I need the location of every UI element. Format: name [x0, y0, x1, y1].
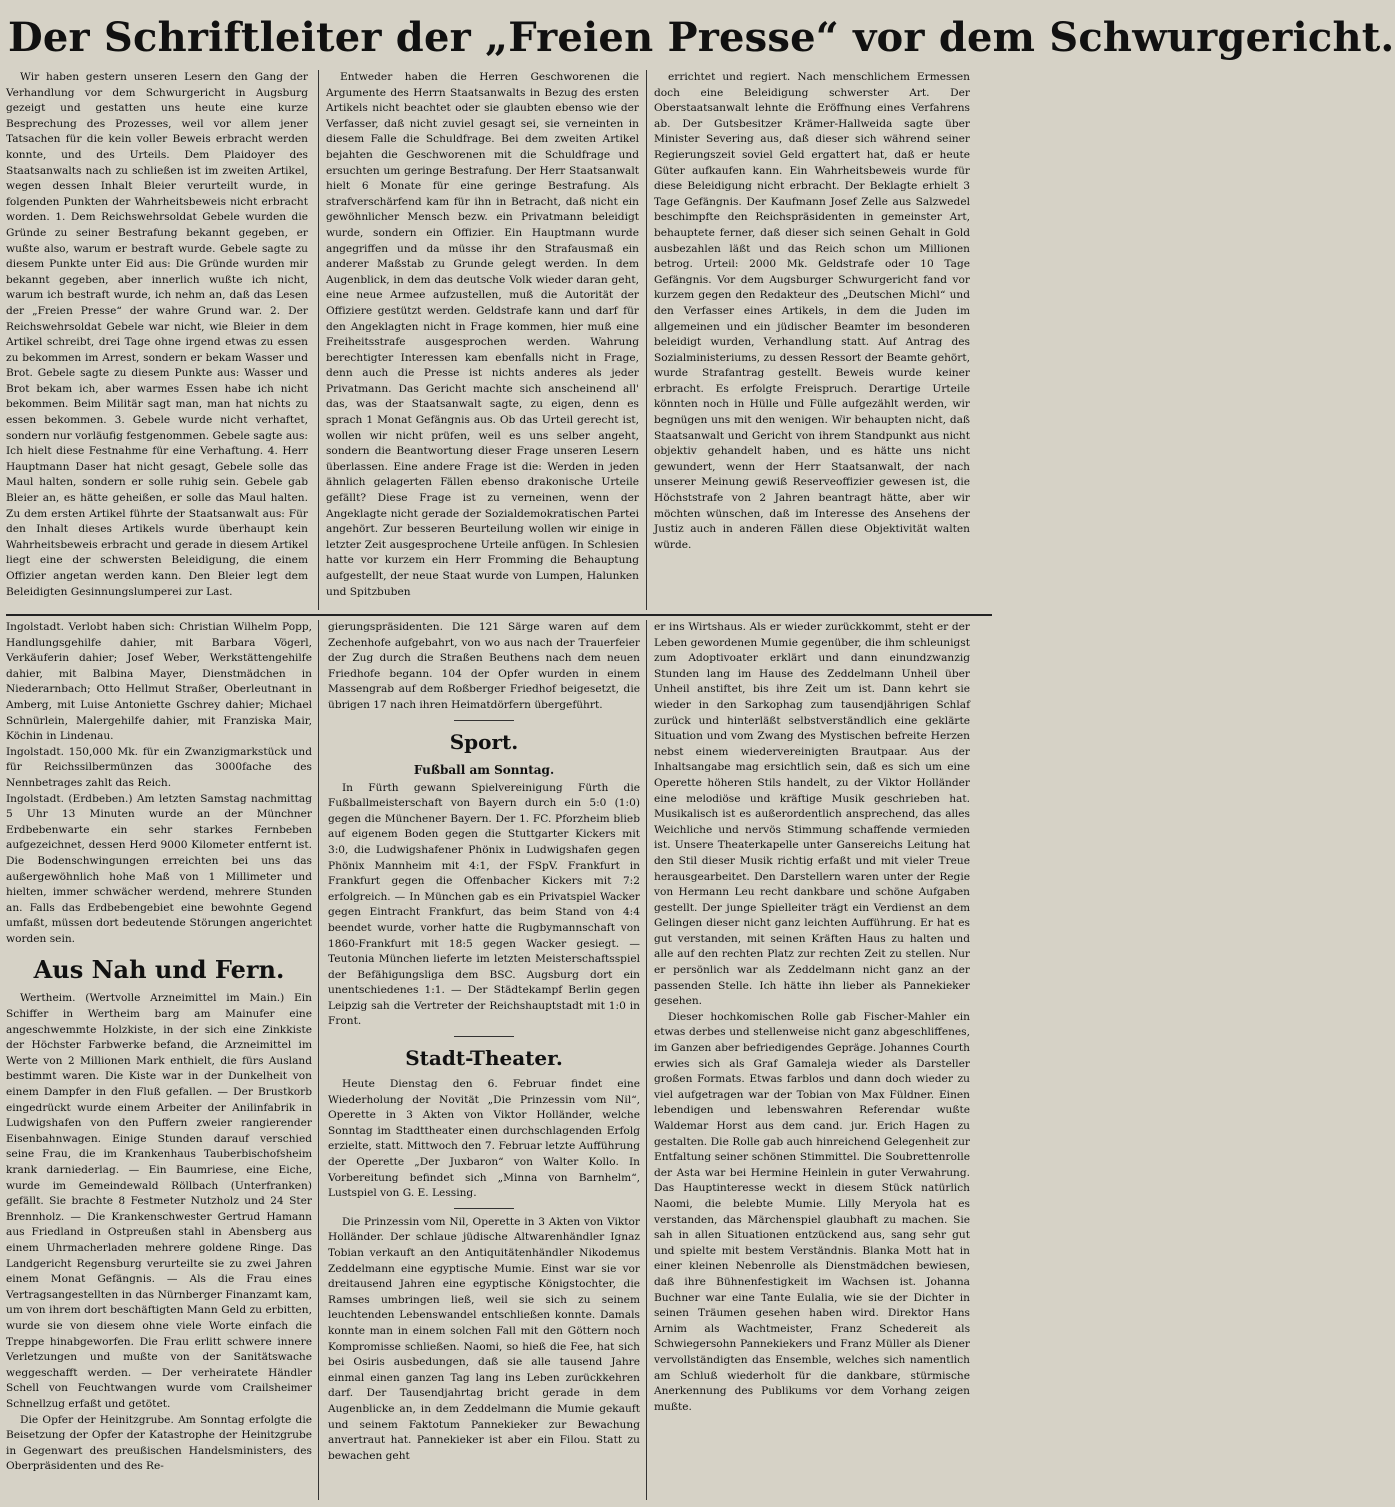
divider — [454, 1036, 514, 1037]
column-divider — [318, 70, 319, 610]
article-text: errichtet und regiert. Nach menschlichem Ermessen doch eine Beleidigung schwerster Art. Der Oberstaatsanwalt lehnte die Eröffnung eines Verfahrens ab. Der Gutsbesitzer Krämer-Hallweida sagte über Minister Severing aus, daß dieser sich während seiner Regierungszeit soviel Geld ergattert hat, daß er heute Güter aufkaufen kann. Ein Wahrheitsbeweis wurde für diese Beleidigung nicht erbracht. Der Beklagte erhielt 3 Tage Gefängnis. Der Kaufmann Josef Zelle aus Salzwedel beschimpfte den Reichspräsidenten in gemeinster Art, behauptete ferner, daß dieser sich seinen Gehalt in Gold ausbezahlen läßt und das Reich schon um Millionen betrog. Urteil: 2000 Mk. Geldstrafe oder 10 Tage Gefängnis. Vor dem Augsburger Schwurgericht fand vor kurzem gegen den Redakteur des „Deutschen Michl“ und den Verfasser eines Artikels, in dem die Juden im allgemeinen und ein jüdischer Beamter im besonderen beleidigt wurden, Verhandlung statt. Auf Antrag des Sozialministeriums, zu dessen Ressort der Beamte gehört, wurde Strafantrag gestellt. Beweis wurde keiner erbracht. Es erfolgte Freispruch. Derartige Urteile könnten noch in Hülle und Fülle aufgezählt werden, wir begnügen uns mit den wenigen. Wir behaupten nicht, daß Staatsanwalt und Gericht von ihrem Standpunkt aus nicht objektiv gehandelt haben, und es hätte uns nicht gewundert, wenn der Herr Staatsanwalt, der nach unserer Meinung gewiß Reserveoffizier gewesen ist, die Höchststrafe von 2 Jahren beantragt hätte, aber wir möchten wünschen, daß im Interesse des Ansehens der Justiz auch in anderen Fällen diese Objektivität walten würde. — [654, 71, 970, 551]
column-divider — [318, 620, 319, 1500]
column-divider — [646, 70, 647, 610]
news-continuation: gierungspräsidenten. Die 121 Särge waren auf dem Zechenhofe aufgebahrt, von wo aus nach der Trauerfeier der Zug durch die Straßen Beuthens nach dem neuen Friedhofe begann. 104 der Opfer wurden in einem Massengrab auf dem Roßberger Friedhof beigesetzt, die übrigen 17 nach ihren Heimatdörfern übergeführt. — [328, 621, 640, 711]
news-item: Die Opfer der Heinitzgrube. Am Sonntag erfolgte die Beisetzung der Opfer der Katastrophe der Heinitzgrube in Gegenwart des preußischen Handelsministers, des Oberpräsidenten und des Re- — [6, 1413, 312, 1473]
theater-text: Heute Dienstag den 6. Februar findet eine Wiederholung der Novität „Die Prinzessin vom Nil“, Operette in 3 Akten von Viktor Holländer, welche Sonntag im Stadttheater einen durchschlagenden Erfolg erzielte, statt. Mittwoch den 7. Februar letzte Aufführung der Operette „Der Juxbaron“ von Walter Kollo. In Vorbereitung befindet sich „Minna von Barnhelm“, Lustspiel von G. E. Lessing. — [328, 1078, 640, 1200]
divider — [454, 720, 514, 721]
section-title-theater: Stadt-Theater. — [405, 1046, 563, 1071]
top-column-3 — [654, 70, 970, 610]
local-news-item: Ingolstadt. (Erdbeben.) Am letzten Samstag nachmittag 5 Uhr 13 Minuten wurde an der Münchner Erdbebenwarte ein sehr starkes Fernbeben aufgezeichnet, dessen Herd 9000 Kilometer entfernt ist. Die Bodenschwingungen erreichten bei uns das außergewöhnlich hohe Maß von 1 Millimeter und hielten, immer schwächer werdend, mehrere Stunden an. Falls das Erdbebengebiet eine bewohnte Gegend umfaßt, müssen dort bedeutende Störungen angerichtet worden sein. — [6, 792, 312, 945]
subheading: Fußball am Sonntag. — [413, 762, 555, 777]
local-news-item: Ingolstadt. Verlobt haben sich: Christian Wilhelm Popp, Handlungsgehilfe dahier, mit Barbara Vögerl, Verkäuferin dahier; Josef Weber, Werkstättengehilfe dahier, mit Balbina Mayer, Dienstmädchen in Niederarnbach; Otto Hellmut Straßer, Oberleutnant in Amberg, mit Luise Antoniette Gschrey dahier; Michael Schnürlein, Malergehilfe dahier, mit Franziska Mair, Köchin in Lindenau. — [6, 621, 312, 743]
column-divider — [646, 620, 647, 1500]
article-text: Wir haben gestern unseren Lesern den Gang der Verhandlung vor dem Schwurgericht in Augsburg gezeigt und gestatten uns heute eine kurze Besprechung des Prozesses, weil vor allem jener Tatsachen für die kein voller Beweis erbracht werden konnte, und des Urteils. Dem Plaidoyer des Staatsanwalts nach zu schließen ist im zweiten Artikel, wegen dessen Inhalt Bleier verurteilt wurde, in folgenden Punkten der Wahrheitsbeweis nicht erbracht worden. 1. Dem Reichswehrsoldat Gebele wurden die Gründe zu seiner Bestrafung bekannt gegeben, er wußte also, warum er bestraft wurde. Gebele sagte zu diesem Punkte unter Eid aus: Die Gründe wurden mir bekannt gegeben, aber innerlich wußte ich nicht, warum ich bestraft wurde, ich nehm an, daß das Lesen der „Freien Presse“ der wahre Grund war. 2. Der Reichswehrsoldat Gebele war nicht, wie Bleier in dem Artikel schreibt, drei Tage ohne irgend etwas zu essen zu bekommen im Arrest, sondern er bekam Wasser und Brot. Gebele sagte zu diesem Punkte aus: Wasser und Brot bekam ich, aber warmes Essen habe ich nicht bekommen. Beim Militär sagt man, man hat nichts zu essen bekommen. 3. Gebele wurde nicht verhaftet, sondern nur vorläufig festgenommen. Gebele sagte aus: Ich hielt diese Festnahme für eine Verhaftung. 4. Herr Hauptmann Daser hat nicht gesagt, Gebele solle das Maul halten, sondern er solle ruhig sein. Gebele gab Bleier an, es hätte geheißen, er solle das Maul halten. Zu dem ersten Artikel führte der Staatsanwalt aus: Für den Inhalt dieses Artikels wurde überhaupt kein Wahrheitsbeweis erbracht und gerade in diesem Artikel liegt eine der schwersten Beleidigung, die einem Offizier angetan werden kann. Den Bleier legt dem Beleidigten Gesinnungslumperei zur Last. — [6, 71, 308, 598]
review-text: Die Prinzessin vom Nil, Operette in 3 Akten von Viktor Holländer. Der schlaue jüdische Altwarenhändler Ignaz Tobian verkauft an den Antiquitätenhändler Nikodemus Zeddelmann eine egyptische Mumie. Einst war sie vor dreitausend Jahren eine egyptische Königstochter, die Ramses umbringen ließ, weil sie sich zu seinem leuchtenden Lebenswandel entschließen konnte. Damals konnte man in einem solchen Fall mit den Göttern noch Kompromisse schließen. Naomi, so hieß die Fee, hat sich bei Osiris ausbedungen, daß sie alle tausend Jahre einmal einen ganzen Tag lang ins Leben zurückkehren darf. Der Tausendjahrtag bricht gerade in dem Augenblicke an, in dem Zeddelmann die Mumie gekauft und seinem Faktotum Pannekieker zur Bewachung anvertraut hat. Pannekieker ist aber ein Filou. Statt zu bewachen geht — [328, 1215, 640, 1462]
bottom-column-3 — [654, 620, 970, 1500]
bottom-column-1 — [6, 620, 312, 1500]
top-column-1 — [6, 70, 308, 610]
divider — [454, 1208, 514, 1209]
review-text: Dieser hochkomischen Rolle gab Fischer-Mahler ein etwas derbes und stellenweise nicht ganz abgeschliffenes, im Ganzen aber befriedigendes Gepräge. Johannes Courth erwies sich als Graf Gamaleja wieder als Darsteller großen Formats. Etwas farblos und dann doch wieder zu viel aufgetragen war der Tobian von Max Füldner. Einen lebendigen und lebenswahren Referendar wußte Waldemar Horst aus dem cand. jur. Erich Hagen zu gestalten. Die Rolle gab auch hinreichend Gelegenheit zur Entfaltung seiner schönen Stimmittel. Die Soubrettenrolle der Asta war bei Hermine Heinlein in guter Verwahrung. Das Hauptinteresse weckt in diesem Stück natürlich Naomi, die belebte Mumie. Lilly Meryola hat es verstanden, das Märchenspiel glaubhaft zu machen. Sie sah in allen Situationen entzückend aus, sang sehr gut und spielte mit bestem Verständnis. Blanka Mott hat in einer kleinen Nebenrolle als Dienstmädchen bewiesen, daß ihre Bühnenfestigkeit im Wachsen ist. Johanna Buchner war eine Tante Eulalia, wie sie der Dichter in seinen Träumen gesehen haben wird. Direktor Hans Arnim als Wachtmeister, Franz Schedereit als Schwiegersohn Pannekiekers und Franz Müller als Diener vervollständigten das Ensemble, welches sich namentlich am Schluß wiederholt für die dankbare, stürmische Anerkennung des Publikums vor dem Vorhang zeigen mußte. — [654, 1010, 970, 1413]
top-column-2 — [326, 70, 639, 610]
news-item: Wertheim. (Wertvolle Arzneimittel im Main.) Ein Schiffer in Wertheim barg am Mainufer eine angeschwemmte Holzkiste, in der sich eine Zinkkiste der Höchster Farbwerke befand, die Arzneimittel im Werte von 2 Millionen Mark enthielt, die fürs Ausland bestimmt waren. Die Kiste war in der Dunkelheit von einem Dampfer in den Fluß gefallen. — Der Brustkorb eingedrückt wurde einem Arbeiter der Anilinfabrik in Ludwigshafen von den Puffern zweier rangierender Eisenbahnwagen. Einige Stunden darauf verschied seine Frau, die im Krankenhaus Tauberbischofsheim krank darniederlag. — Ein Baumriese, eine Eiche, wurde im Gemeindewald Röllbach (Unterfranken) gefällt. Sie brachte 8 Festmeter Nutzholz und 24 Ster Brennholz. — Die Krankenschwester Gertrud Hamann aus Friedland in Ostpreußen stahl in Abensberg aus einem Uhrmacherladen mehrere goldene Ringe. Das Landgericht Regensburg verurteilte sie zu zwei Jahren einem Monat Gefängnis. — Als die Frau eines Vertragsangestellten in das Nürnberger Finanzamt kam, um von ihrem dort beschäftigten Mann Geld zu erbitten, wurde sie von diesem ohne viele Worte einfach die Treppe hinabgeworfen. Die Frau erlitt schwere innere Verletzungen und mußte von der Sanitätswache weggeschafft werden. — Der verheiratete Händler Schell von Feuchtwangen wurde vom Crailsheimer Schnellzug erfaßt und getötet. — [6, 992, 312, 1410]
section-title-sport: Sport. — [449, 729, 519, 754]
headline: Der Schriftleiter der „Freien Presse“ vor dem Schwurgericht. — [8, 14, 1395, 61]
section-divider — [6, 614, 992, 616]
sport-text: In Fürth gewann Spielvereinigung Fürth die Fußballmeisterschaft von Bayern durch ein 5:0 (1:0) gegen die Münchener Bayern. Der 1. FC. Pforzheim blieb auf eigenem Boden gegen die Stuttgarter Kickers mit 3:0, die Ludwigshafener Phönix in Ludwigshafen gegen Phönix Mannheim mit 4:1, der FSpV. Frankfurt in Frankfurt gegen die Offenbacher Kickers mit 7:2 erfolgreich. — In München gab es ein Privatspiel Wacker gegen Eintracht Frankfurt, das beim Stand von 4:4 beendet wurde, vorher hatte die Rugbymannschaft von 1860-Frankfurt mit 18:5 gegen Wacker gesiegt. — Teutonia München lieferte im letzten Meisterschaftsspiel der Befähigungsliga dem BSC. Augsburg dort ein unentschiedenes 1:1. — Der Städtekampf Berlin gegen Leipzig sah die Vertreter der Reichshauptstadt mit 1:0 in Front. — [328, 781, 640, 1028]
review-text: er ins Wirtshaus. Als er wieder zurückkommt, steht er der Leben gewordenen Mumie gegenüber, die ihm schleunigst zum Adoptivoater erklärt und dann einundzwanzig Stunden lang im Hause des Zeddelmann Unheil über Unheil anstiftet, bis ihre Zeit um ist. Dann kehrt sie wieder in den Sarkophag zum tausendjährigen Schlaf zurück und hinterläßt selbstverständlich eine geklärte Situation und vom Zwang des Mystischen befreite Herzen nebst einem wiedervereinigten Brautpaar. Aus der Inhaltsangabe mag ersichtlich sein, daß es sich um eine Operette höheren Stils handelt, zu der Viktor Holländer eine melodiöse und kräftige Musik geschrieben hat. Musikalisch ist es außerordentlich ansprechend, das alles Weichliche und nervös Stimmung schaffende vermieden ist. Unsere Theaterkapelle unter Gansereichs Leitung hat den Stil dieser Musik richtig erfaßt und mit vieler Treue herausgearbeitet. Den Darstellern waren unter der Regie von Hermann Leu recht dankbare und schöne Aufgaben gestellt. Der junge Spielleiter trägt ein Verdienst an dem Gelingen dieser nicht ganz leichten Aufführung. Er hat es gut verstanden, mit seinen Kräften Haus zu halten und alle auf den rechten Platz zur rechten Zeit zu stellen. Nur er persönlich war als Zeddelmann nicht ganz an der passenden Stelle. Ich hätte ihn lieber als Pannekieker gesehen. — [654, 621, 970, 1008]
local-news-item: Ingolstadt. 150,000 Mk. für ein Zwanzigmarkstück und für Reichssilbermünzen das 3000fache des Nennbetrages zahlt das Reich. — [6, 745, 312, 789]
bottom-column-2 — [328, 620, 640, 1500]
article-text: Entweder haben die Herren Geschworenen die Argumente des Herrn Staatsanwalts in Bezug des ersten Artikels nicht beachtet oder sie glaubten ebenso wie der Verfasser, daß nicht zuviel gesagt sei, sie verneinten in diesem Falle die Schuldfrage. Bei dem zweiten Artikel bejahten die Geschworenen mit die Schuldfrage und ersuchten um geringe Bestrafung. Der Herr Staatsanwalt hielt 6 Monate für eine geringe Bestrafung. Als strafverschärfend kam für ihn in Betracht, daß nicht ein gewöhnlicher Mensch bezw. ein Privatmann beleidigt wurde, sondern ein Offizier. Ein Hauptmann wurde angegriffen und da müsse ihr den Strafausmaß ein anderer Maßstab zu Grunde gelegt werden. In dem Augenblick, in dem das deutsche Volk wieder daran geht, eine neue Armee aufzustellen, muß die Autorität der Offiziere gestützt werden. Geldstrafe kann und darf für den Angeklagten nicht in Frage kommen, hier muß eine Freiheitsstrafe ausgesprochen werden. Wahrung berechtigter Interessen kam ebenfalls nicht in Frage, denn auch die Presse ist nichts anderes als jeder Privatmann. Das Gericht machte sich anscheinend all' das, was der Staatsanwalt sagte, zu eigen, denn es sprach 1 Monat Gefängnis aus. Ob das Urteil gerecht ist, wollen wir nicht prüfen, weil es uns selber angeht, sondern die Beantwortung dieser Frage unseren Lesern überlassen. Eine andere Frage ist die: Werden in jeden ähnlich gelagerten Fällen ebenso drakonische Urteile gefällt? Diese Frage ist zu verneinen, wenn der Angeklagte nicht gerade der Sozialdemokratischen Partei angehört. Zur besseren Beurteilung wollen wir einige in letzter Zeit ausgesprochene Urteile anfügen. In Schlesien hatte vor kurzem ein Herr Fromming die Behauptung aufgestellt, der neue Staat wurde von Lumpen, Halunken und Spitzbuben — [326, 71, 639, 598]
section-title: Aus Nah und Fern. — [33, 955, 285, 985]
